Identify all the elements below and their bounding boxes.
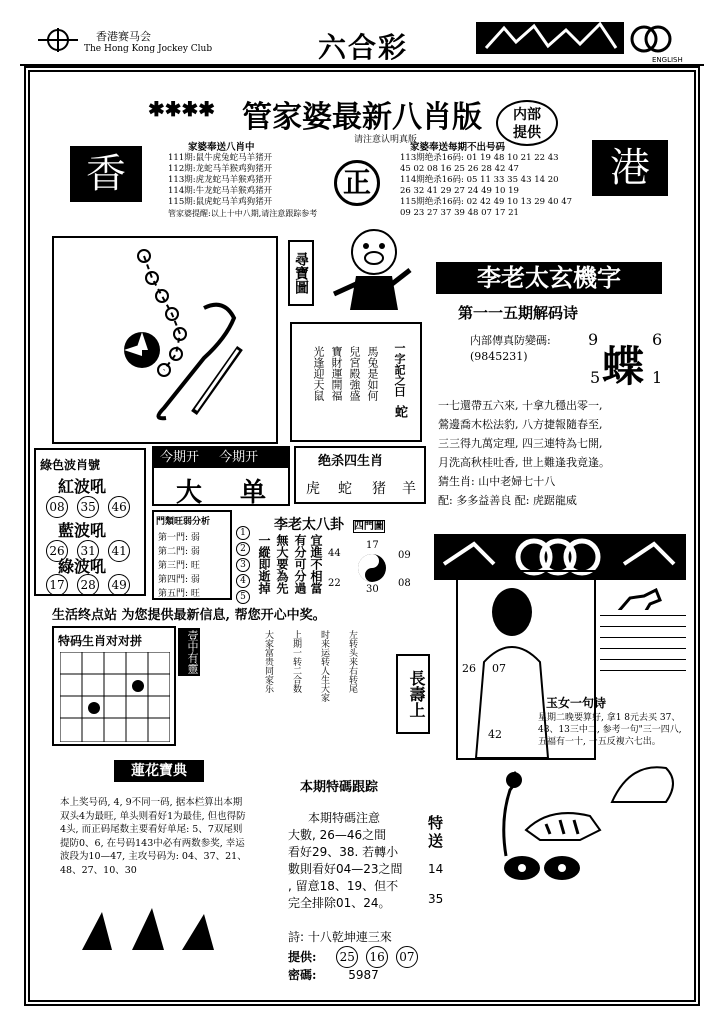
track-code [288, 966, 379, 983]
door-box [152, 510, 232, 600]
period-label-bar [154, 448, 288, 468]
badge-line-1: 内部 [513, 107, 541, 123]
door-row: 第五門: 旺 [158, 589, 200, 599]
poem-line: 月洗高秋桂吐香, 世上難逢我竟逢。 [438, 456, 610, 469]
right-list-heading: 家婆奉送每期不出号码 [410, 142, 506, 153]
seal-text: 正 [342, 166, 371, 199]
li-source-code: (9845231) [470, 350, 528, 363]
provide-num: 07 [396, 946, 418, 968]
zodiac-animal: 蛇 [338, 481, 352, 497]
track-line: 大數, 26—46之間 [288, 828, 387, 842]
li-title: 李老太玄機字 [477, 263, 621, 292]
wave-num: 26 [46, 540, 68, 562]
li-box [430, 262, 692, 507]
treasure-label-text: 尋寶圖 [293, 252, 309, 294]
scroll-illustration [606, 752, 686, 812]
lotus-title: 蓮花寶典 [131, 763, 187, 779]
banner-right-glyph [592, 140, 668, 196]
scroll-line: 光逢迎天鼠 [312, 346, 325, 401]
li-corner-num: 5 [590, 368, 601, 387]
door-circle: 2 [236, 542, 250, 556]
gua-num: 22 [328, 578, 341, 589]
treasure-label [288, 240, 314, 306]
beauty-text: 星期二晚要算好, 拿1 8元去买 37、48、13三中二, 参考一句"三一四八, 五福有一十, 一五反複六七出。 [538, 713, 682, 747]
pairs-tag-text: 壹中有靈 [186, 630, 199, 674]
beauty-num: 26 [462, 662, 476, 675]
bagua-diagram [326, 540, 418, 596]
li-corner-num: 6 [652, 330, 663, 349]
scroll-title-text: 一字記之曰 [393, 342, 406, 397]
left-list-row: 111期:鼠牛虎兔蛇马羊猪开 [168, 153, 273, 163]
track-side-num: 35 [428, 892, 444, 906]
track-side-word: 特送 [428, 814, 444, 850]
treasure-map-box [52, 236, 278, 444]
wave-num: 46 [108, 496, 130, 518]
wave-label: 綠波吼 [58, 557, 107, 576]
li-corner-num: 9 [588, 330, 599, 349]
li-big-char: 蝶 [602, 342, 645, 391]
door-circle: 4 [236, 574, 250, 588]
door-circle: 1 [236, 526, 250, 540]
beauty-num: 07 [492, 662, 506, 675]
provide-num: 25 [336, 946, 358, 968]
header-horses-graphic [476, 18, 624, 58]
long-life-text: 長壽上 [407, 670, 426, 718]
wave-num: 28 [77, 574, 99, 596]
right-list-row: 26 32 41 29 27 24 49 10 19 [400, 186, 519, 196]
treasure-map-drawing [54, 238, 276, 442]
wave-nums [44, 574, 132, 596]
li-hint-2: 配: 多多益善良 配: 虎踞龍威 [438, 494, 577, 507]
scroll-box [290, 322, 422, 442]
lotus-text: 本上奖号码, 4, 9不同一码, 据本栏算出本期双头4为最旺, 单头则看好1为最佳, 但也得防4头, 而正码尾数主要看好单尾: 5、7双尾则提防0、6, 在号码143中必有两数参奖, 幸运波段为10—47, 主攻号码为: 04、37、21、48、27、10、30 [60, 797, 247, 876]
scroll-title [390, 342, 409, 418]
track-provide [288, 946, 420, 968]
period-label: 今期开 [219, 450, 259, 465]
wave-nums [44, 496, 132, 518]
gua-num: 09 [398, 550, 411, 561]
door-row: 第三門: 旺 [158, 561, 200, 571]
tiger-illustration [520, 790, 604, 850]
track-box [288, 810, 426, 920]
door-circle: 3 [236, 558, 250, 572]
gua-verse-line: 宜進不相當 [309, 534, 323, 594]
four-zodiac-box [294, 446, 426, 504]
zodiac-animal: 猪 [372, 481, 386, 497]
left-glyph-text: 香 [86, 151, 126, 197]
left-list-row: 115期:鼠虎蛇马羊鸡狗猪开 [168, 197, 273, 207]
wave-num: 17 [46, 574, 68, 596]
left-list-note: 管家婆提醒:以上十中八期,请注意跟踪参考 [168, 209, 318, 218]
beauty-title: 玉女一句诗 [546, 696, 607, 710]
wave-box [34, 448, 146, 596]
coins-illustration [500, 846, 590, 886]
wave-label: 藍波吼 [58, 521, 107, 540]
beauty-num: 42 [488, 728, 502, 741]
pig-mascot [328, 224, 418, 316]
four-zodiac-title: 绝杀四生肖 [318, 454, 384, 469]
pairs-box [52, 626, 176, 746]
poem-line: 鶯邊喬木松法豹, 八方捷報隨春至, [438, 418, 603, 431]
scroll-line: 兒宮殿強盛 [348, 346, 361, 401]
scroll-line: 寶財運開福 [330, 346, 343, 401]
eight-gua-verse [252, 534, 324, 600]
left-list-row: 114期:牛龙蛇马羊猴鸡猪开 [168, 186, 273, 196]
pairs-title: 特码生肖对对拼 [58, 634, 143, 648]
badge-line-2: 提供 [513, 125, 541, 141]
gua-num: 08 [398, 578, 411, 589]
pairs-tag [178, 628, 200, 676]
scroll-line: 馬兔是如何 [366, 346, 379, 401]
track-line: 看好29、38. 若轉小 [288, 845, 399, 859]
right-list [400, 142, 590, 219]
gua-verse-line: 一縱即逝掉 [257, 534, 271, 594]
wave-num: 41 [108, 540, 130, 562]
period-label: 今期开 [160, 450, 200, 465]
wave-num: 49 [108, 574, 130, 596]
zodiac-animal: 虎 [306, 481, 320, 497]
li-corner-num: 1 [652, 368, 663, 387]
svg-text:✱✱✱✱: ✱✱✱✱ [148, 97, 216, 121]
lotus-title-bar [114, 760, 204, 782]
right-glyph-text: 港 [610, 145, 650, 191]
track-line: 數則看好04—23之間 [288, 862, 403, 876]
gua-verse-line: 無大要為先 [275, 534, 289, 594]
poem-line: 三三得九萬定理, 四三連特為七開, [438, 437, 603, 450]
track-side-num: 14 [428, 862, 444, 876]
track-poem: 詩: 十八乾坤連三來 [288, 930, 392, 944]
right-list-row: 09 23 27 37 39 48 07 17 21 [400, 208, 519, 218]
scroll-word: 蛇 [392, 404, 407, 418]
provide-label: 提供: [288, 950, 317, 964]
eight-gua-title [274, 514, 385, 534]
door-row: 第四門: 弱 [158, 575, 200, 585]
right-list-row: 113期绝杀16码: 01 19 48 10 21 22 43 [400, 153, 559, 163]
long-life-stamp [396, 654, 430, 734]
door-title: 門類旺弱分析 [156, 517, 211, 527]
period-value: 单 [240, 478, 267, 508]
beauty-side-text [600, 610, 686, 680]
eight-gua-title-text: 李老太八卦 [274, 517, 344, 533]
wave-title: 綠色波肖號 [40, 458, 101, 472]
zodiac-animal: 羊 [402, 481, 416, 497]
text-column: 大家富贵同家乐 [263, 630, 273, 693]
wave-label: 紅波吼 [58, 477, 107, 496]
track-title: 本期特碼跟踪 [300, 780, 379, 795]
li-source-label: 内部傳真防變碼: [470, 334, 551, 347]
gua-verse-line: 有分可分過 [293, 534, 307, 594]
text-column: 上期一转二合数 [291, 630, 301, 693]
li-poem [438, 396, 688, 510]
eight-gua-sub: 四門圖 [353, 521, 384, 532]
left-list-heading: 家婆奉送八肖中 [188, 142, 255, 153]
banner-title: 管家婆最新八肖版 [242, 100, 482, 135]
poem-line: 一七還帶五六來, 十拿九穩出零一, [438, 399, 603, 412]
provide-num: 16 [366, 946, 388, 968]
text-column: 左转头来右转尾 [347, 630, 357, 693]
track-line: 完全排除01、24。 [288, 896, 391, 910]
header-swirl-logo [628, 22, 674, 56]
li-hint-1: 猜生肖: 山中老婦七十八 [438, 475, 556, 488]
this-period-box [152, 446, 290, 506]
li-subtitle: 第一一五期解码诗 [458, 304, 579, 322]
door-row: 第一門: 弱 [158, 533, 200, 543]
wave-num: 31 [77, 540, 99, 562]
code-label: 密碼: [288, 968, 317, 982]
left-list-row: 112期:龙蛇马羊猴鸡狗猪开 [168, 164, 273, 174]
gua-num: 30 [366, 584, 379, 595]
wave-num: 35 [77, 496, 99, 518]
english-link[interactable]: ENGLISH [652, 56, 683, 64]
right-list-row: 114期绝杀16码: 05 11 33 35 43 14 20 [400, 175, 559, 185]
gua-num: 17 [366, 540, 379, 551]
lotus-box [52, 756, 258, 952]
lotus-petals [72, 906, 242, 952]
door-circle: 5 [236, 590, 250, 604]
li-title-bar [436, 262, 662, 294]
period-value: 大 [176, 478, 203, 508]
jockey-club-logo[interactable] [36, 26, 80, 54]
text-column: 时来运转人生大家 [319, 630, 329, 702]
banner-left-glyph [70, 146, 142, 202]
internal-badge [496, 100, 558, 146]
org-name-cn: 香港赛马会 [96, 30, 151, 43]
banner-subtitle: 请注意认明真版 [354, 135, 418, 145]
pairs-grid [60, 652, 170, 742]
org-name-en: The Hong Kong Jockey Club [84, 44, 213, 54]
banner-stars [148, 96, 238, 127]
left-list-row: 113期:虎龙蛇马羊猴鸡猪开 [168, 175, 273, 185]
page-title: 六合彩 [318, 31, 409, 64]
right-list-row: 45 02 08 16 25 26 28 42 47 [400, 164, 519, 174]
wave-num: 08 [46, 496, 68, 518]
door-circles [236, 526, 250, 604]
track-line: 本期特碼注意 [308, 811, 381, 825]
center-seal [334, 160, 380, 206]
track-line: , 留意18、19、但不 [288, 879, 399, 893]
life-banner: 生活终点站 为您提供最新信息, 帮您开心中奖。 [52, 608, 326, 623]
left-list [168, 142, 338, 219]
code-value: 5987 [348, 968, 379, 982]
right-list-row: 115期绝杀16码: 02 42 49 10 13 29 40 47 [400, 197, 573, 207]
gua-num: 44 [328, 548, 341, 559]
door-row: 第二門: 弱 [158, 547, 200, 557]
